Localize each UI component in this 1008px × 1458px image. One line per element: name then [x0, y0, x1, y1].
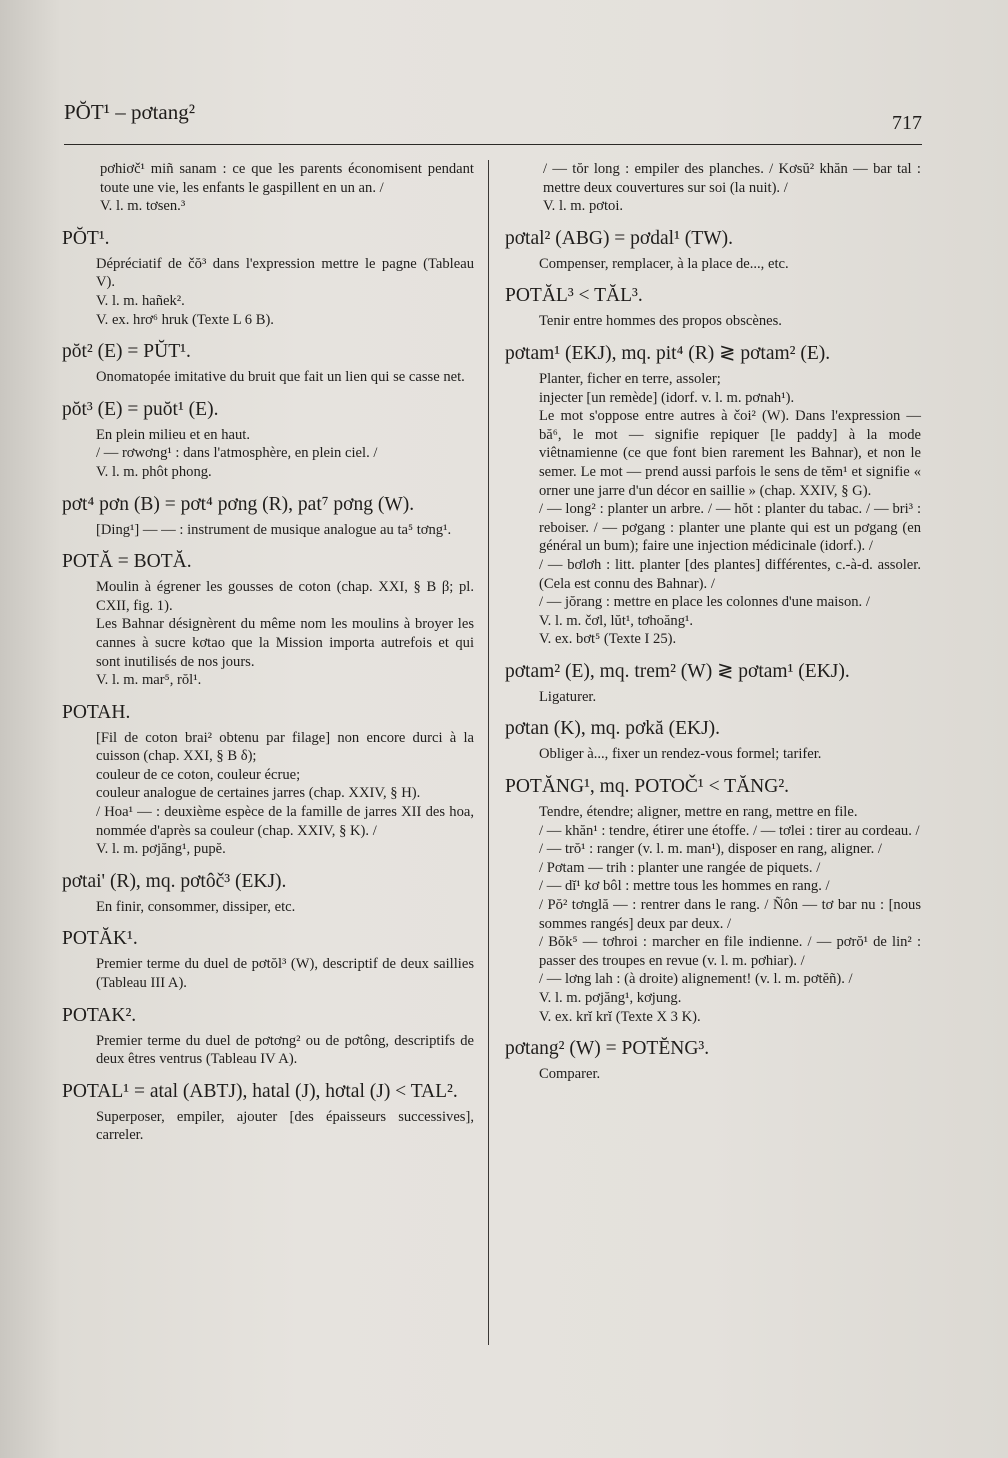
dictionary-entry — [62, 397, 474, 482]
entry-definition — [96, 255, 474, 329]
dictionary-entry — [505, 1036, 921, 1084]
definition-line: / Pơtam — trih : planter une rangée de piquets. / — [539, 859, 821, 876]
entry-definition — [96, 521, 474, 540]
page-number: 717 — [892, 112, 922, 134]
entry-headword: POTĂNG¹, mq. POTOČ¹ < TĂNG². — [505, 776, 790, 798]
text-line: V. l. m. pơtoi. — [543, 198, 624, 215]
definition-line: Tendre, étendre; aligner, mettre en rang, mettre en file. — [539, 804, 858, 821]
definition-line: Dépréciatif de čŏ³ dans l'expression mettre le pagne (Tableau V). — [96, 255, 474, 291]
definition-line: Onomatopée imitative du bruit que fait un lien qui se casse net. — [96, 369, 465, 386]
definition-line: Les Bahnar désignèrent du même nom les moulins à broyer les cannes à sucre kơtao que la Mission importa autrefois et qui sont inutilisés de nos jours. — [96, 616, 474, 670]
definition-line: V. l. m. pơjăng¹, kơjung. — [539, 990, 682, 1006]
dictionary-entry — [62, 339, 474, 387]
entry-headword: pŏt³ (E) = puŏt¹ (E). — [62, 398, 219, 420]
left-entries — [62, 226, 474, 1145]
entry-headword: POTĂ = BOTĂ. — [62, 551, 192, 573]
running-head-title: PŎT¹ – pơtang² — [64, 100, 196, 124]
entry-headword: pơtang² (W) = POTĔNG³. — [505, 1038, 710, 1060]
running-head — [64, 98, 922, 145]
entry-headword: pơt⁴ pơn (B) = pơt⁴ pơng (R), pat⁷ pơng (W). — [62, 493, 415, 515]
definition-line: V. l. m. hañek². — [96, 292, 185, 309]
dictionary-entry — [505, 774, 921, 1026]
entry-definition — [539, 1065, 921, 1084]
text-line: / — tŏr long : empiler des planches. / Kơsŭ² khăn — bar tal : mettre deux couvertures sur soi (la nuit). / — [543, 161, 921, 196]
definition-line: V. l. m. mar⁵, rŏl¹. — [96, 672, 202, 689]
definition-line: V. ex. krĭ krĭ (Texte X 3 K). — [539, 1008, 701, 1025]
definition-line: Obliger à..., fixer un rendez-vous formel; tarifer. — [539, 746, 822, 763]
entry-headword: PŎT¹. — [62, 227, 110, 249]
definition-line: couleur analogue de certaines jarres (chap. XXIV, § H). — [96, 785, 421, 802]
dictionary-entry — [62, 926, 474, 992]
right-entries — [505, 226, 921, 1084]
entry-headword: pơtal² (ABG) = pơdal¹ (TW). — [505, 227, 733, 249]
definition-line: / Bŏk⁵ — tơhroi : marcher en file indienne. / — pơrŏ¹ de lin² : passer des troupes en revue (v. l. m. pơhiar). / — [539, 934, 921, 969]
text-line: V. l. m. tơsen.³ — [100, 198, 186, 215]
dictionary-entry — [62, 1003, 474, 1069]
entry-definition — [96, 898, 474, 917]
dictionary-entry — [62, 492, 474, 540]
definition-line: V. ex. hrơ⁶ hruk (Texte L 6 B). — [96, 311, 274, 328]
continued-entry — [100, 160, 474, 216]
definition-line: Le mot s'oppose entre autres à čoi² (W). Dans l'expression — bă⁶, le mot — signifie repiquer [le paddy] à la mode viêtnamienne (ce que font bien rarement les Bahnar), et non le semer. Le mot — prend aussi parfois le sens de tĕm¹ et signifie « orner une jarre d'un décor en saillie » (chap. XXIV, § G). — [539, 408, 921, 499]
entry-headword: POTAK². — [62, 1004, 137, 1026]
entry-definition — [96, 955, 474, 992]
entry-definition — [96, 1032, 474, 1069]
definition-line: Superposer, empiler, ajouter [des épaisseurs successives], carreler. — [96, 1108, 474, 1144]
definition-line: / — long² : planter un arbre. / — hŏt : planter du tabac. / — bri³ : reboiser. / — pơgang : planter une plante qui est un pơgang (en général un bum); faire une injection médicinale (idorf.). / — [539, 501, 921, 555]
entry-headword: pŏt² (E) = PŬT¹. — [62, 341, 191, 363]
definition-line: Comparer. — [539, 1066, 601, 1083]
definition-line: / — rơwơng¹ : dans l'atmosphère, en plein ciel. / — [96, 445, 378, 462]
definition-line: Premier terme du duel de pơtŏl³ (W), descriptif de deux saillies (Tableau III A). — [96, 956, 474, 992]
definition-line: / — bơlơh : litt. planter [des plantes] différentes, c.-à-d. assoler. (Cela est connu des Bahnar). / — [539, 556, 921, 592]
entry-headword: pơtam² (E), mq. trem² (W) ≷ pơtam¹ (EKJ). — [505, 660, 850, 682]
definition-line: injecter [un remède] (idorf. v. l. m. pơnah¹). — [539, 389, 795, 406]
definition-line: [Ding¹] — — : instrument de musique analogue au ta⁵ tơng¹. — [96, 521, 452, 538]
continued-entry — [543, 160, 921, 216]
entry-definition — [539, 803, 921, 1026]
entry-definition — [96, 426, 474, 482]
entry-definition — [539, 745, 921, 764]
definition-line: / — trŏ¹ : ranger (v. l. m. man¹), disposer en rang, aligner. / — [539, 841, 882, 858]
dictionary-entry — [62, 700, 474, 859]
definition-line: / — dĭ¹ kơ bôl : mettre tous les hommes en rang. / — [539, 878, 830, 895]
entry-definition — [539, 370, 921, 649]
definition-line: couleur de ce coton, couleur écrue; — [96, 766, 301, 783]
entry-headword: POTAH. — [62, 701, 131, 723]
definition-line: En finir, consommer, dissiper, etc. — [96, 898, 296, 915]
definition-line: V. l. m. pơjăng¹, pupĕ. — [96, 841, 226, 858]
dictionary-entry — [62, 869, 474, 917]
definition-line: Planter, ficher en terre, assoler; — [539, 370, 721, 387]
entry-headword: pơtai' (R), mq. pơtôč³ (EKJ). — [62, 870, 287, 892]
entry-headword: POTAL¹ = atal (ABTJ), hatal (J), hơtal (J) < TAL². — [62, 1080, 458, 1102]
entry-headword: pơtam¹ (EKJ), mq. pit⁴ (R) ≷ pơtam² (E). — [505, 342, 831, 364]
dictionary-entry — [505, 716, 921, 764]
text-line: pơhiơč¹ miñ sanam : ce que les parents économisent pendant toute une vie, les enfants le gaspillent en un an. / — [100, 161, 474, 196]
definition-line: / Hoa¹ — : deuxième espèce de la famille de jarres XII des hoa, nommée d'après sa couleur (chap. XXIV, § K). / — [96, 804, 474, 839]
definition-line: Compenser, remplacer, à la place de..., etc. — [539, 255, 789, 272]
entry-definition — [96, 729, 474, 859]
definition-line: En plein milieu et en haut. — [96, 426, 251, 443]
entry-definition — [539, 312, 921, 331]
left-column — [62, 160, 474, 1155]
right-column — [505, 160, 921, 1094]
dictionary-entry — [62, 549, 474, 690]
definition-line: V. l. m. čơl, lŭt¹, tơhoăng¹. — [539, 612, 694, 629]
entry-definition — [539, 688, 921, 707]
entry-definition — [96, 578, 474, 690]
entry-definition — [96, 1108, 474, 1145]
definition-line: Moulin à égrener les gousses de coton (chap. XXI, § B β; pl. CXII, fig. 1). — [96, 579, 474, 614]
dictionary-entry — [505, 341, 921, 649]
dictionary-entry — [62, 1079, 474, 1145]
entry-headword: POTĂK¹. — [62, 928, 138, 950]
definition-line: / Pŏ² tơnglă — : rentrer dans le rang. / Ñôn — tơ bar nu : [nous sommes rangés] deux par deux. / — [539, 897, 921, 932]
definition-line: Premier terme du duel de pơtơng² ou de pơtông, descriptifs de deux êtres ventrus (Tableau IV A). — [96, 1032, 474, 1068]
dictionary-entry — [505, 659, 921, 707]
definition-line: Ligaturer. — [539, 688, 597, 705]
definition-line: [Fil de coton brai² obtenu par filage] non encore durci à la cuisson (chap. XXI, § B δ); — [96, 729, 474, 765]
entry-headword: pơtan (K), mq. pơkă (EKJ). — [505, 718, 721, 740]
definition-line: V. l. m. phôt phong. — [96, 463, 212, 480]
definition-line: / — khăn¹ : tendre, étirer une étoffe. / — tơlei : tirer au cordeau. / — [539, 822, 920, 839]
definition-line: / — jŏrang : mettre en place les colonnes d'une maison. / — [539, 594, 870, 611]
dictionary-entry — [505, 283, 921, 331]
dictionary-entry — [62, 226, 474, 329]
dictionary-entry — [505, 226, 921, 274]
column-divider — [488, 160, 489, 1345]
definition-line: Tenir entre hommes des propos obscènes. — [539, 313, 782, 330]
entry-definition — [539, 255, 921, 274]
entry-definition — [96, 368, 474, 387]
definition-line: / — lơng lah : (à droite) alignement! (v. l. m. pơtĕñ). / — [539, 971, 853, 988]
definition-line: V. ex. bơt⁵ (Texte I 25). — [539, 631, 677, 648]
entry-headword: POTĂL³ < TĂL³. — [505, 285, 643, 307]
